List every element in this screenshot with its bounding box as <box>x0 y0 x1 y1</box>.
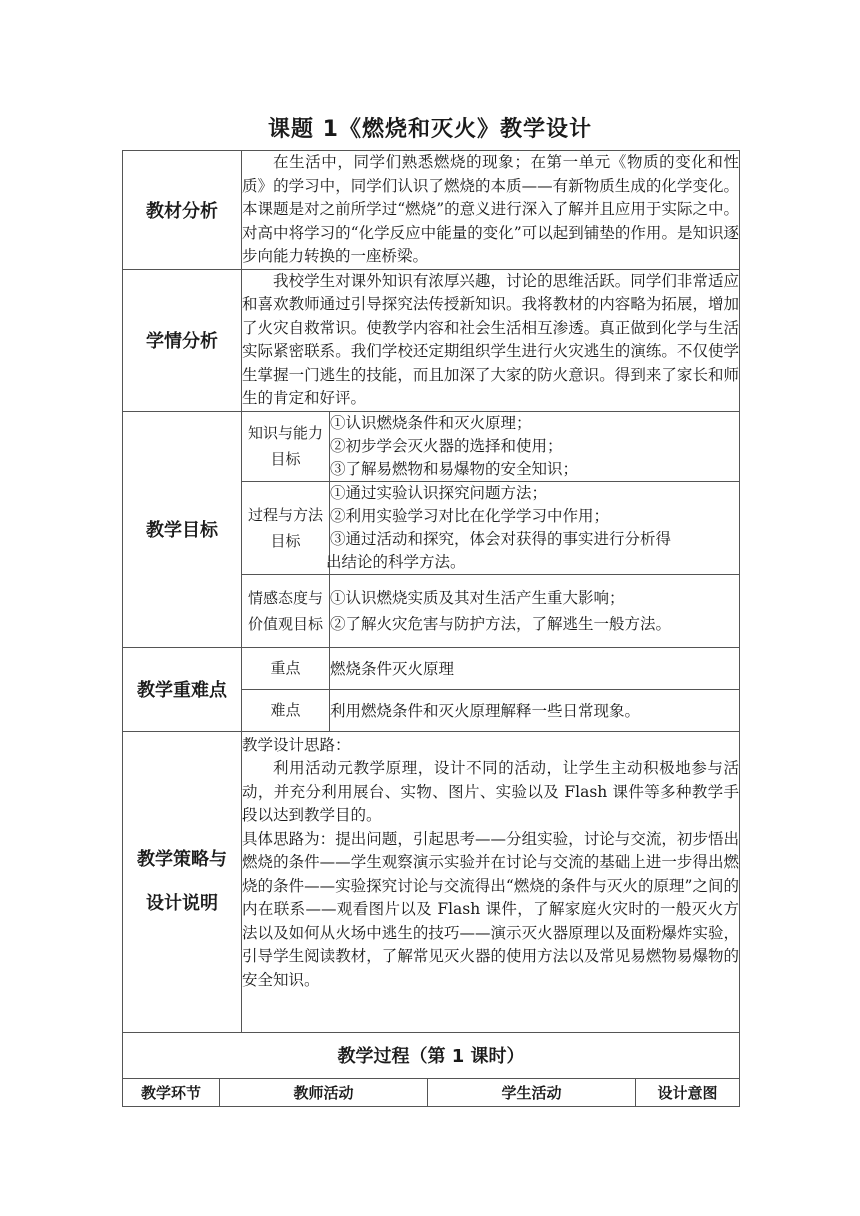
strategy-details: 具体思路为：提出问题，引起思考——分组实验，讨论与交流，初步悟出燃烧的条件——学生观察演示实验并在讨论与交流的基础上进一步得出燃烧的条件——实验探究讨论与交流得出“燃烧的条件与灭火的原理”之间的内在联系——观看图片以及 Flash 课件，了解家庭火灾时的一般灭火方法以及如何从火场中逃生的技巧——演示灭火器原理以及面粉爆炸实验，引导学生阅读教材，了解常见灭火器的使用方法以及常见易燃物易爆物的安全知识。 <box>242 829 740 989</box>
process-header-row <box>123 1078 740 1106</box>
process-title: 教学过程（第 1 课时） <box>123 1032 740 1078</box>
column-header: 教师活动 <box>220 1078 428 1106</box>
student-analysis-row <box>123 269 740 411</box>
list-item: ①认识燃烧条件和灭火原理； <box>330 413 532 432</box>
knowledge-goal-list <box>330 411 740 481</box>
process-goal-list <box>326 481 740 574</box>
key-point-label: 重点 <box>242 647 330 689</box>
list-item: ①通过实验认识探究问题方法； <box>330 483 548 502</box>
column-header: 教学环节 <box>123 1078 220 1106</box>
difficult-point-label: 难点 <box>242 689 330 731</box>
key-difficult-header: 教学重难点 <box>123 647 242 731</box>
list-item: 出结论的科学方法。 <box>326 552 466 571</box>
strategy-paragraph: 利用活动元教学原理，设计不同的活动，让学生主动积极地参与活动，并充分利用展台、实物、图片、实验以及 Flash 课件等多种教学手段以达到教学目的。 <box>242 759 740 824</box>
process-title-row <box>123 1032 740 1078</box>
material-analysis-row <box>123 151 740 270</box>
column-header: 设计意图 <box>636 1078 740 1106</box>
strategy-text <box>242 731 740 1032</box>
strategy-header <box>123 731 242 1032</box>
lesson-design-table <box>122 150 740 1107</box>
strategy-intro: 教学设计思路： <box>242 735 351 754</box>
key-point-row <box>123 647 740 689</box>
attitude-goal-label: 情感态度与价值观目标 <box>242 574 330 647</box>
teaching-goals-header: 教学目标 <box>123 411 242 647</box>
strategy-header-line1: 教学策略与 <box>137 848 227 870</box>
student-analysis-text: 我校学生对课外知识有浓厚兴趣，讨论的思维活跃。同学们非常适应和喜欢教师通过引导探究法传授新知识。我将教材的内容略为拓展，增加了火灾自救常识。使教学内容和社会生活相互渗透。真正做到化学与生活实际紧密联系。我们学校还定期组织学生进行火灾逃生的演练。不仅使学生掌握一门逃生的技能，而且加深了大家的防火意识。得到来了家长和师生的肯定和好评。 <box>242 269 740 411</box>
material-analysis-header: 教材分析 <box>123 151 242 270</box>
column-header: 学生活动 <box>428 1078 636 1106</box>
list-item: ②利用实验学习对比在化学学习中作用； <box>330 506 610 525</box>
list-item: ③了解易燃物和易爆物的安全知识； <box>330 459 579 478</box>
list-item: ①认识燃烧实质及其对生活产生重大影响； <box>330 588 625 607</box>
knowledge-goal-label: 知识与能力目标 <box>242 411 330 481</box>
material-analysis-text: 在生活中，同学们熟悉燃烧的现象；在第一单元《物质的变化和性质》的学习中，同学们认识了燃烧的本质——有新物质生成的化学变化。本课题是对之前所学过“燃烧”的意义进行深入了解并且应用于实际之中。对高中将学习的“化学反应中能量的变化”可以起到铺垫的作用。是知识逐步向能力转换的一座桥梁。 <box>242 151 740 270</box>
list-item: ②初步学会灭火器的选择和使用； <box>330 436 563 455</box>
key-point-text: 燃烧条件灭火原理 <box>330 647 740 689</box>
process-goal-label: 过程与方法目标 <box>242 481 330 574</box>
student-analysis-header: 学情分析 <box>123 269 242 411</box>
document-title: 课题 1《燃烧和灭火》教学设计 <box>268 117 592 142</box>
strategy-header-line2: 设计说明 <box>146 892 218 914</box>
goal-knowledge-row <box>123 411 740 481</box>
list-item: ③通过活动和探究，体会对获得的事实进行分析得 <box>330 529 672 548</box>
strategy-row <box>123 731 740 1032</box>
list-item: ②了解火灾危害与防护方法，了解逃生一般方法。 <box>330 614 672 633</box>
attitude-goal-list <box>330 574 740 647</box>
difficult-point-text: 利用燃烧条件和灭火原理解释一些日常现象。 <box>330 689 740 731</box>
